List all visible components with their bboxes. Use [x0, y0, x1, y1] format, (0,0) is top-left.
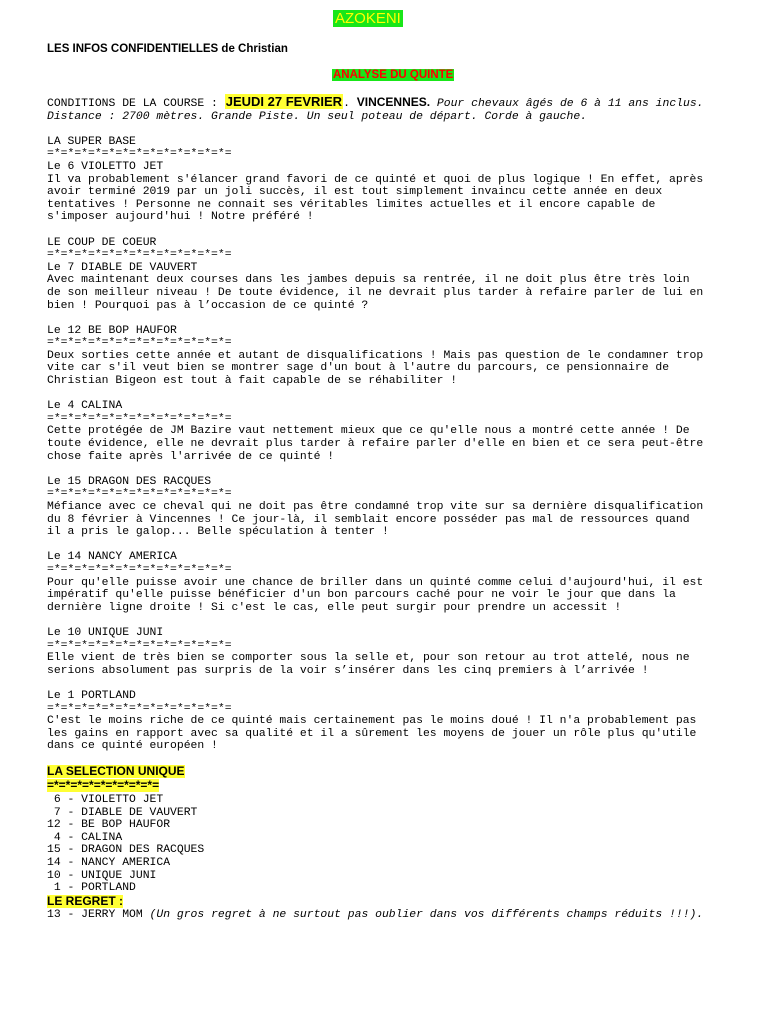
conditions-details-1: Pour chevaux âgés de 6 à 11 ans inclus.: [430, 98, 704, 110]
horse-comment-line: les gains en rapport avec sa qualité et il a sûrement les moyens de jouer un rôle plus qu'utile: [47, 727, 697, 740]
section-heading: LA SUPER BASE: [47, 135, 136, 148]
selection-list: [47, 794, 727, 895]
horse-comment-line: Deux sorties cette année et autant de disqualifications ! Mais pas question de le condamner trop: [47, 349, 704, 362]
regret-line: [47, 909, 727, 922]
horse-block: [47, 400, 727, 463]
section-separator: =*=*=*=*=*=*=*=*=*=*=*=*=*=: [47, 412, 232, 425]
horse-comment-line: serions absolument pas surpris de la voir s’insérer dans les cinq premiers à l’arrivée !: [47, 664, 649, 677]
horse-name: Le 1 PORTLAND: [47, 689, 136, 702]
section-separator: =*=*=*=*=*=*=*=*=*=*=*=*=*=: [47, 337, 232, 350]
horse-comment-line: Cette protégée de JM Bazire vaut nettement mieux que ce qu'elle nous a montré cette année ! De: [47, 425, 690, 438]
analysis-title: ANALYSE DU QUINTE: [333, 69, 454, 81]
selection-section: [47, 753, 727, 922]
section-separator: =*=*=*=*=*=*=*=*=*=*=*=*=*=: [47, 639, 232, 652]
horse-comment-line: toute évidence, elle ne devrait plus tarder à refaire parler d'elle en bien et ce sera peut-être: [47, 438, 704, 451]
selection-item: 7 - DIABLE DE VAUVERT: [47, 806, 198, 819]
horse-block: [47, 551, 727, 614]
selection-item: 12 - BE BOP HAUFOR: [47, 819, 171, 832]
horse-block: [47, 476, 727, 539]
section-separator: =*=*=*=*=*=*=*=*=*=*=*=*=*=: [47, 249, 232, 262]
horse-name: Le 7 DIABLE DE VAUVERT: [47, 261, 198, 274]
horse-name: Le 12 BE BOP HAUFOR: [47, 324, 177, 337]
horse-comment-line: Méfiance avec ce cheval qui ne doit pas être condamné trop vite sur sa dernière disqualification: [47, 501, 704, 513]
conditions-details-2: Distance : 2700 mètres. Grande Piste. Un seul poteau de départ. Corde à gauche.: [47, 110, 588, 123]
brand-title: AZOKENI: [335, 10, 401, 27]
selection-item: 14 - NANCY AMERICA: [47, 857, 171, 870]
selection-item: 15 - DRAGON DES RACQUES: [47, 844, 205, 857]
horse-comment-line: impératif qu'elle puisse bénéficier d'un bon parcours caché pour ne voir le jour que dans la: [47, 589, 676, 602]
race-conditions: [47, 96, 727, 123]
selection-title: LA SELECTION UNIQUE: [47, 763, 185, 778]
horse-block: [47, 136, 727, 224]
section-heading: LE COUP DE COEUR: [47, 236, 157, 249]
horse-comment-line: Christian Bigeon est tout à fait capable de se réhabiliter !: [47, 375, 458, 388]
horse-comment-line: Elle vient de très bien se comporter sous la selle et, pour son retour au trot attelé, nous ne: [47, 652, 690, 665]
horse-comment-line: de son meilleur niveau ! De toute évidence, il ne devrait plus tarder à refaire parler de lui en: [47, 286, 704, 299]
horse-name: Le 4 CALINA: [47, 400, 123, 413]
horse-comment-line: Pour qu'elle puisse avoir une chance de briller dans un quinté comme celui d'aujourd'hui, il est: [47, 576, 704, 589]
document-body: [47, 96, 727, 922]
horse-block: [47, 325, 727, 388]
regret-entry: 13 - JERRY MOM: [47, 909, 150, 922]
selection-item: 10 - UNIQUE JUNI: [47, 869, 157, 882]
horse-comment-line: tentatives ! Personne ne connait ses véritables limites actuelles et il encore capable de: [47, 198, 656, 211]
horse-block: [47, 690, 727, 753]
horse-comment-line: il a pris le galop... Belle spéculation à tenter !: [47, 526, 389, 539]
horse-comment-line: avoir terminé 2019 par un joli succès, il est tout simplement invaincu cette année en deux: [47, 186, 663, 199]
section-separator: =*=*=*=*=*=*=*=*=*=*=*=*=*=: [47, 488, 232, 501]
section-separator: =*=*=*=*=*=*=*=*=*=*=*=*=*=: [47, 563, 232, 576]
horse-comment-line: C'est le moins riche de ce quinté mais certainement pas le moins doué ! Il n'a probablement pas: [47, 715, 697, 728]
horse-name: Le 15 DRAGON DES RACQUES: [47, 475, 212, 488]
horse-comment-line: chose faite après l'arrivée de ce quinté !: [47, 450, 335, 463]
horse-comment-line: Avec maintenant deux courses dans les jambes depuis sa rentrée, il ne doit plus être très loin: [47, 274, 690, 287]
conditions-separator: .: [343, 98, 357, 110]
section-separator: =*=*=*=*=*=*=*=*=*=*=*=*=*=: [47, 702, 232, 715]
selection-item: 1 - PORTLAND: [47, 882, 136, 895]
horse-comment-line: du 8 février à Vincennes ! Ce jour-là, il semblait encore posséder pas mal de ressources quand: [47, 513, 690, 526]
horse-comment-line: Il va probablement s'élancer grand favori de ce quinté et quoi de plus logique ! En effet, après: [47, 173, 704, 186]
horse-comment-line: bien ! Pourquoi pas à l’occasion de ce quinté ?: [47, 299, 369, 312]
document-subtitle: LES INFOS CONFIDENTIELLES de Christian: [47, 43, 288, 55]
selection-item: 4 - CALINA: [47, 831, 123, 844]
horse-comment-line: dernière ligne droite ! Si c'est le cas, elle peut surgir pour prendre un accessit !: [47, 601, 622, 614]
conditions-label: CONDITIONS DE LA COURSE :: [47, 98, 225, 110]
horse-block: [47, 237, 727, 313]
regret-note: (Un gros regret à ne surtout pas oublier dans vos différents champs réduits !!!).: [149, 909, 704, 922]
section-separator: =*=*=*=*=*=*=*=*=*=*=*=*=*=: [47, 148, 232, 161]
race-date: JEUDI 27 FEVRIER: [225, 94, 343, 109]
race-venue: VINCENNES.: [356, 95, 431, 109]
selection-separator: =*=*=*=*=*=*=*=*=*=: [47, 778, 160, 793]
horse-comment-line: s'imposer aujourd'hui ! Notre préféré !: [47, 211, 314, 224]
horse-name: Le 6 VIOLETTO JET: [47, 160, 164, 173]
horse-block: [47, 627, 727, 677]
horse-comment-line: dans ce quinté européen !: [47, 740, 218, 753]
horse-name: Le 14 NANCY AMERICA: [47, 551, 177, 564]
selection-item: 6 - VIOLETTO JET: [47, 794, 164, 807]
horse-analysis-list: [47, 136, 727, 753]
horse-name: Le 10 UNIQUE JUNI: [47, 626, 164, 639]
horse-comment-line: vite car s'il veut bien se montrer sage d'un bout à l'autre du parcours, ce pensionnaire de: [47, 362, 670, 375]
regret-title: LE REGRET :: [47, 893, 124, 908]
